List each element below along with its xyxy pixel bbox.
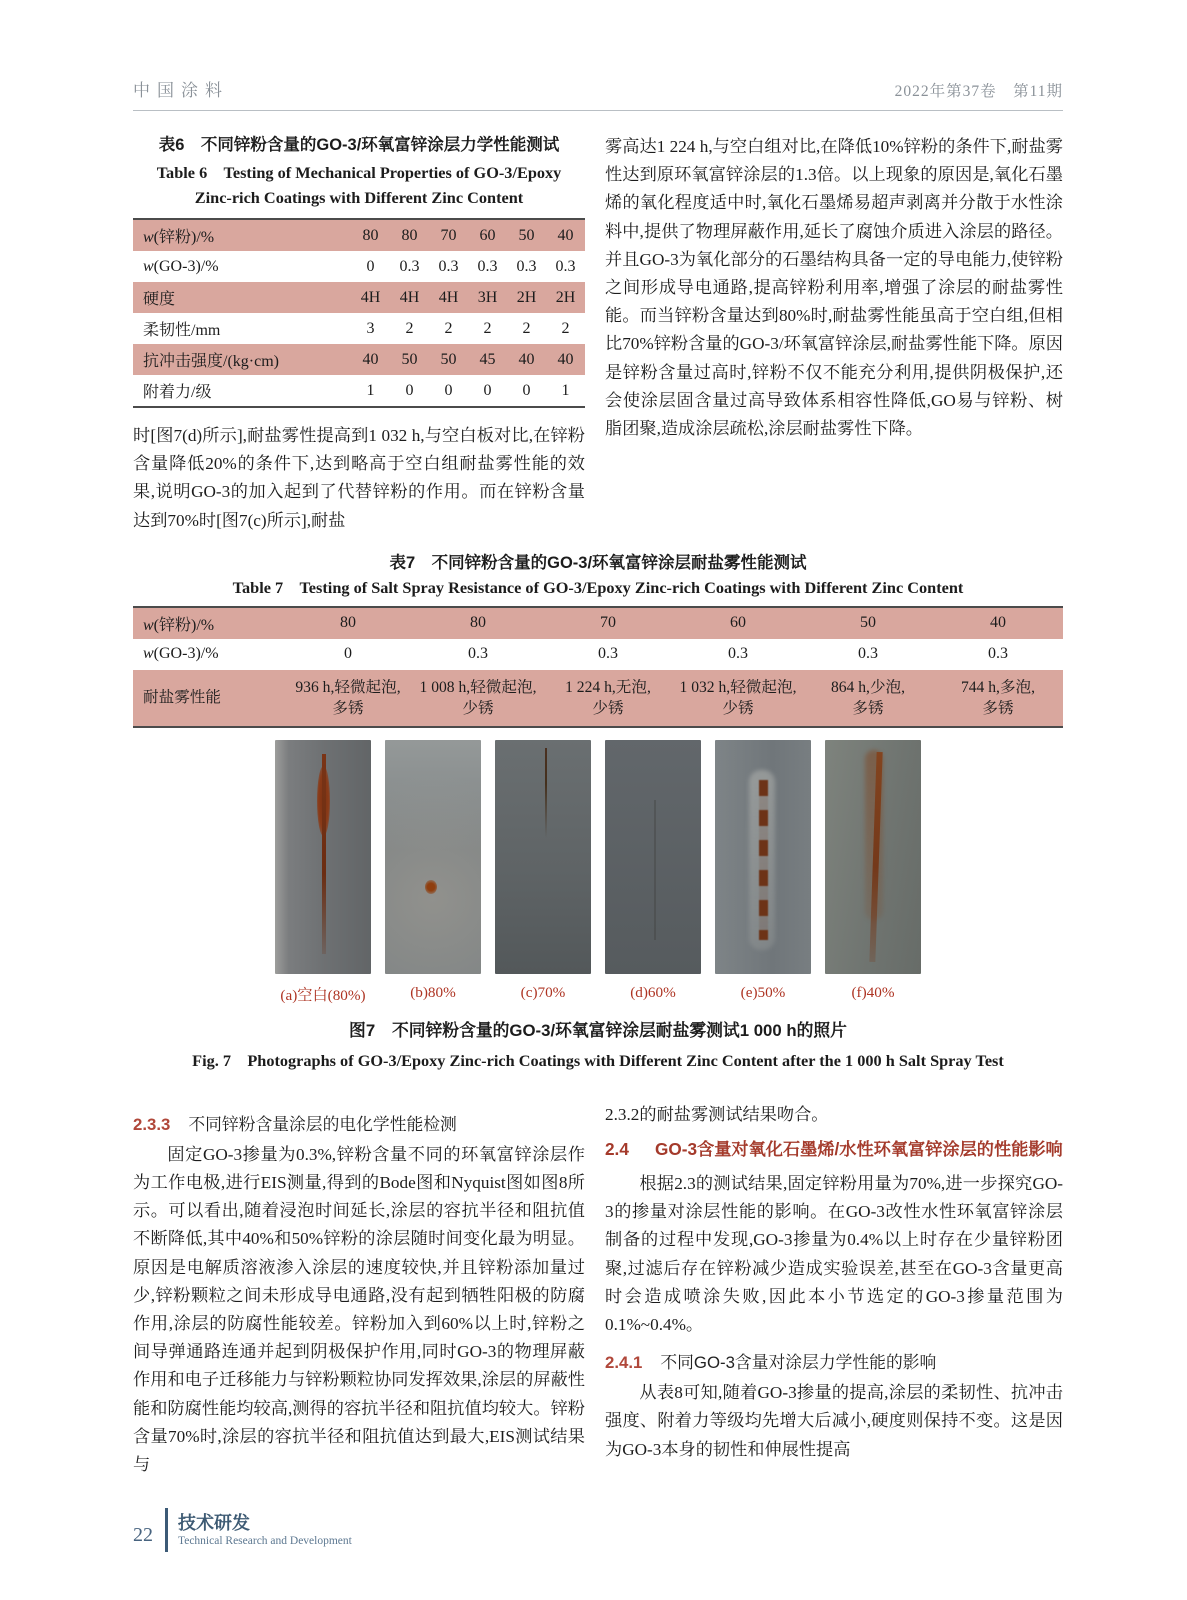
cell-value: 2 <box>444 319 453 337</box>
section-number: 2.4.1 <box>605 1353 643 1373</box>
photo-strip <box>133 740 1063 974</box>
table-row <box>133 313 585 344</box>
table-row <box>133 344 585 375</box>
cell-value: 0.3 <box>516 257 537 275</box>
cell-value: 0.3 <box>988 645 1008 663</box>
table-row <box>133 608 1063 639</box>
cell-value: 60 <box>479 226 496 244</box>
cell-value: 少锈 <box>592 699 624 717</box>
section-2-4-1-heading <box>605 1349 1063 1373</box>
cell-value: 0.3 <box>477 257 498 275</box>
cell-value: 80 <box>401 226 418 244</box>
section-title: 不同GO-3含量对涂层力学性能的影响 <box>660 1353 937 1373</box>
body-paragraph: 2.3.2的耐盐雾测试结果吻合。 <box>605 1104 829 1124</box>
cell-value: 40 <box>557 226 574 244</box>
row-label: w <box>143 229 154 246</box>
cell-value: 45 <box>479 350 496 368</box>
page-header <box>133 76 1063 111</box>
cell-value: 0.3 <box>438 257 459 275</box>
journal-title: 中国涂料 <box>133 81 229 100</box>
table-row <box>133 375 585 406</box>
section-number: 2.3.3 <box>133 1114 171 1134</box>
cell-value: 0 <box>444 381 453 399</box>
right-column-top <box>605 133 1063 535</box>
cell-value: 0 <box>522 381 531 399</box>
table-row <box>133 282 585 313</box>
cell-value: 936 h,轻微起泡, <box>295 678 401 696</box>
body-paragraph: 雾高达1 224 h,与空白组对比,在降低10%锌粉的条件下,耐盐雾性达到原环氧富锌涂层的1.3倍。以上现象的原因是,氧化石墨烯的氧化程度适中时,氧化石墨烯易超声剥离并分散于水性涂料中,提供了物理屏蔽作用,延长了腐蚀介质进入涂层的路径。并且GO-3为氧化部分的石墨结构具备一定的导电能力,使锌粉之间形成导电通路,提高锌粉利用率,增强了涂层的耐盐雾性能。而当锌粉含量达到80%时,耐盐雾性能虽高于空白组,但相比70%锌粉含量的GO-3/环氧富锌涂层,耐盐雾性能下降。原因是锌粉含量过高时,锌粉不仅不能充分利用,提供阴极保护,还会使涂层固含量过高导致体系相容性降低,GO易与锌粉、树脂团聚,造成涂层疏松,涂层耐盐雾性下降。 <box>605 137 1063 439</box>
section-title: 不同锌粉含量涂层的电化学性能检测 <box>188 1114 457 1134</box>
fog-patch <box>385 740 481 850</box>
footer-divider <box>165 1508 168 1552</box>
cell-value: 40 <box>557 350 574 368</box>
top-columns <box>133 133 1063 535</box>
body-paragraph: 固定GO-3掺量为0.3%,锌粉含量不同的环氧富锌涂层作为工作电极,进行EIS测量,得到的Bode图和Nyquist图如图8所示。可以看出,随着浸泡时间延长,涂层的容抗半径和阻抗值不断降低,其中40%和50%锌粉的涂层随时间变化最为明显。原因是电解质溶液渗入涂层的速度较快,并且锌粉添加量过少,锌粉颗粒之间未形成导电通路,没有起到牺牲阳极的防腐作用,涂层的防腐性能较差。锌粉加入到60%以上时,锌粉之间导弹通路连通并起到阴极保护作用,同时GO-3的物理屏蔽作用和电子迁移能力与锌粉颗粒协同发挥效果,涂层的屏蔽性能和防腐性能均较高,测得的容抗半径和阻抗值均较大。锌粉含量70%时,涂层的容抗半径和阻抗值达到最大,EIS测试结果与 <box>133 1144 585 1475</box>
row-label: 柔韧性/mm <box>143 322 221 339</box>
section-number: 2.4 <box>605 1139 629 1160</box>
rust-spot <box>425 880 437 894</box>
cell-value: 40 <box>518 350 535 368</box>
cell-value: 0.3 <box>728 645 748 663</box>
cell-value: 0.3 <box>858 645 878 663</box>
cell-value: 2H <box>555 288 576 306</box>
table6-title-zh: 表6 不同锌粉含量的GO-3/环氧富锌涂层力学性能测试 <box>158 136 560 154</box>
cell-value: 40 <box>362 350 379 368</box>
photo-caption: (d)60% <box>630 983 676 1001</box>
table7-title-en: Table 7 Testing of Salt Spray Resistance of GO-3/Epoxy Zinc-rich Coatings with Different Zinc Content <box>232 577 964 597</box>
table6 <box>133 218 585 408</box>
photo-captions <box>133 984 1063 1005</box>
table-row <box>133 251 585 282</box>
cell-value: 少锈 <box>462 699 494 717</box>
cell-value: 多锈 <box>982 699 1014 717</box>
cell-value: 0 <box>483 381 492 399</box>
table-row <box>133 220 585 251</box>
body-paragraph: 从表8可知,随着GO-3掺量的提高,涂层的柔韧性、抗冲击强度、附着力等级均先增大后减小,硬度则保持不变。这是因为GO-3本身的韧性和伸展性提高 <box>605 1383 1063 1459</box>
coating-photo-80 <box>385 740 481 974</box>
cell-value: 50 <box>401 350 418 368</box>
cell-value: 多锈 <box>332 699 364 717</box>
cell-value: 0.3 <box>555 257 576 275</box>
rust-streak <box>322 754 326 954</box>
coating-photo-40 <box>825 740 921 974</box>
cell-value: 80 <box>340 614 356 632</box>
right-column-bottom <box>605 1101 1063 1479</box>
table6-title-en: Table 6 Testing of Mechanical Properties of GO-3/Epoxy Zinc-rich Coatings with Different Zinc Content <box>156 163 562 207</box>
row-label: w <box>143 616 154 634</box>
cell-value: 0 <box>405 381 414 399</box>
row-label: 抗冲击强度/(kg·cm) <box>143 353 279 370</box>
cell-value: 80 <box>470 614 486 632</box>
row-label: (锌粉)/% <box>153 616 215 634</box>
cell-value: 0.3 <box>468 645 488 663</box>
cell-value: 少锈 <box>722 699 754 717</box>
issue-info: 2022年第37卷 第11期 <box>894 83 1063 100</box>
left-column-top <box>133 133 585 535</box>
cell-value: 40 <box>990 614 1006 632</box>
section-title: GO-3含量对氧化石墨烯/水性环氧富锌涂层的性能影响 <box>655 1139 1063 1160</box>
rust-streak <box>759 780 768 940</box>
cell-value: 多锈 <box>852 699 884 717</box>
section-2-4-heading <box>605 1135 1063 1164</box>
cell-value: 2H <box>516 288 537 306</box>
figure7 <box>133 740 1063 1071</box>
table-row <box>133 639 1063 670</box>
section-2-3-3-heading <box>133 1111 585 1135</box>
cell-value: 60 <box>730 614 746 632</box>
cell-value: 744 h,多泡, <box>960 678 1036 696</box>
photo-caption: (b)80% <box>410 983 456 1001</box>
cell-value: 70 <box>440 226 457 244</box>
cell-value: 2 <box>522 319 531 337</box>
bottom-columns <box>133 1101 1063 1479</box>
photo-caption: (f)40% <box>851 983 895 1001</box>
body-paragraph: 根据2.3的测试结果,固定锌粉用量为70%,进一步探究GO-3的掺量对涂层性能的影响。在GO-3改性水性环氧富锌涂层制备的过程中发现,GO-3掺量为0.4%以上时存在少量锌粉团聚,过滤后存在锌粉减少造成实验误差,甚至在GO-3含量更高时会造成喷涂失败,因此本小节选定的GO-3掺量范围为0.1%~0.4%。 <box>605 1174 1063 1335</box>
cell-value: 2 <box>483 319 492 337</box>
body-paragraph: 时[图7(d)所示],耐盐雾性提高到1 032 h,与空白板对比,在锌粉含量降低20%的条件下,达到略高于空白组耐盐雾性能的效果,说明GO-3的加入起到了代替锌粉的作用。而在锌粉含量达到70%时[图7(c)所示],耐盐 <box>133 426 585 530</box>
cell-value: 4H <box>399 288 420 306</box>
cell-value: 0.3 <box>399 257 420 275</box>
cell-value: 0 <box>366 257 375 275</box>
row-label: 耐盐雾性能 <box>143 689 221 707</box>
table-row <box>133 670 1063 726</box>
scribe-line <box>654 800 656 940</box>
row-label: 硬度 <box>143 291 176 308</box>
cell-value: 1 <box>561 381 570 399</box>
cell-value: 4H <box>360 288 381 306</box>
cell-value: 2 <box>405 319 414 337</box>
photo-caption: (e)50% <box>740 983 786 1001</box>
table7 <box>133 606 1063 728</box>
footer-section-zh: 技术研发 <box>178 1512 250 1533</box>
cell-value: 1 224 h,无泡, <box>565 678 651 696</box>
figure7-title-en: Fig. 7 Photographs of GO-3/Epoxy Zinc-rich Coatings with Different Zinc Content after the 1 000 h Salt Spray Test <box>192 1050 1004 1070</box>
photo-caption: (a)空白(80%) <box>280 986 366 1004</box>
row-label: w <box>143 257 154 275</box>
cell-value: 3H <box>477 288 498 306</box>
cell-value: 70 <box>600 614 616 632</box>
cell-value: 1 <box>366 381 375 399</box>
row-label: 附着力/级 <box>143 384 212 401</box>
cell-value: 50 <box>518 226 535 244</box>
photo-caption: (c)70% <box>520 983 566 1001</box>
page-number: 22 <box>133 1523 153 1546</box>
coating-photo-70 <box>495 740 591 974</box>
cell-value: 0 <box>344 645 352 663</box>
scribe-line <box>545 748 547 838</box>
figure7-title-zh: 图7 不同锌粉含量的GO-3/环氧富锌涂层耐盐雾测试1 000 h的照片 <box>349 1020 847 1040</box>
cell-value: 2 <box>561 319 570 337</box>
cell-value: 80 <box>362 226 379 244</box>
table7-title-zh: 表7 不同锌粉含量的GO-3/环氧富锌涂层耐盐雾性能测试 <box>389 553 807 572</box>
cell-value: 1 008 h,轻微起泡, <box>419 678 537 696</box>
coating-photo-blank-80 <box>275 740 371 974</box>
page-footer <box>133 1508 352 1552</box>
coating-photo-60 <box>605 740 701 974</box>
cell-value: 0.3 <box>598 645 618 663</box>
row-label: (GO-3)/% <box>153 257 219 275</box>
footer-section-en: Technical Research and Development <box>178 1534 352 1547</box>
cell-value: 3 <box>366 319 375 337</box>
table7-section <box>133 551 1063 728</box>
row-label: (锌粉)/% <box>153 229 215 246</box>
cell-value: 50 <box>440 350 457 368</box>
row-label: w <box>143 645 154 663</box>
cell-value: 864 h,少泡, <box>830 678 906 696</box>
cell-value: 1 032 h,轻微起泡, <box>679 678 797 696</box>
cell-value: 4H <box>438 288 459 306</box>
left-column-bottom <box>133 1101 585 1479</box>
coating-photo-50 <box>715 740 811 974</box>
cell-value: 50 <box>860 614 876 632</box>
row-label: (GO-3)/% <box>153 645 219 663</box>
